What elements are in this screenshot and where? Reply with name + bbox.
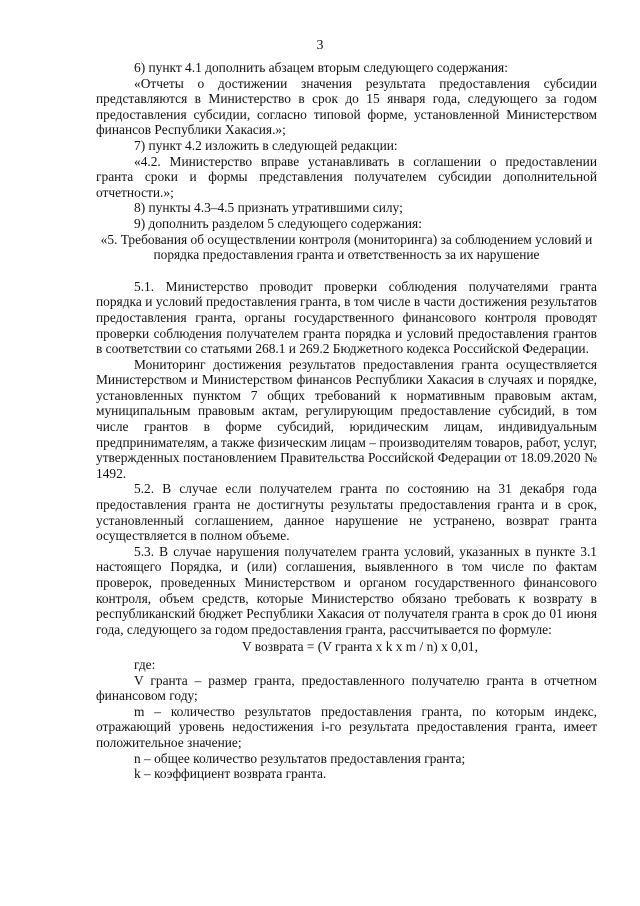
quoted-paragraph-4-2: «4.2. Министерство вправе устанавливать в соглашении о предоставлении гранта сроки и формы представления получателем субсидии дополнительной отчетности.»; [96,153,597,200]
paragraph-item-8: 8) пункты 4.3–4.5 признать утратившими силу; [134,200,403,216]
section-paragraph-5-2: 5.2. В случае если получателем гранта по состоянию на 31 декабря года предоставления гранта не достигнуты результаты предоставления гранта и в срок, установленный соглашением, данное нарушение не устранено, возврат гранта осуществляется в полном объеме. [96,481,597,544]
quoted-paragraph-reports: «Отчеты о достижении значения результата предоставления субсидии представляются в Министерство в срок до 15 января года, следующего за годом предоставления субсидии, согласно типовой форме, установленной Министерством финансов Республики Хакасия.»; [96,75,597,138]
where-label: где: [134,656,156,672]
document-body [96,60,597,782]
definition-k: k – коэффициент возврата гранта. [134,766,327,782]
definition-n: n – общее количество результатов предоставления гранта; [134,750,466,766]
paragraph-item-9: 9) дополнить разделом 5 следующего содержания: [134,215,422,231]
page-number: 3 [316,38,324,53]
section-paragraph-monitoring: Мониторинг достижения результатов предоставления гранта осуществляется Министерством и Министерством финансов Республики Хакасия в случаях и порядке, установленных пунктом 7 общих требований к нормативным правовым актам, муниципальным правовым актам, регулирующим предоставление субсидий, в том числе грантов в форме субсидий, юридическим лицам, индивидуальным предпринимателям, а также физическим лицам – производителям товаров, работ, услуг, утвержденных постановлением Правительства Российской Федерации от 18.09.2020 № 1492. [96,356,597,481]
paragraph-item-7: 7) пункт 4.2 изложить в следующей редакции: [134,137,398,153]
section-paragraph-5-3: 5.3. В случае нарушения получателем гранта условий, указанных в пункте 3.1 настоящего Порядка, и (или) соглашения, выявленного в том числе по фактам проверок, проведенных Министерством и органом государственного финансового контроля, объем средств, которые Министерство обязано требовать к возврату в республиканский бюджет Республики Хакасия от получателя гранта в срок до 01 июня года, следующего за годом предоставления гранта, рассчитывается по формуле: [96,543,597,637]
return-formula: V возврата = (V гранта x k x m / n) x 0,01, [242,639,478,655]
section-5-heading: «5. Требования об осуществлении контроля (мониторинга) за соблюдением условий и порядка предоставления гранта и ответственность за их нарушение [100,231,593,263]
section-paragraph-5-1: 5.1. Министерство проводит проверки соблюдения получателями гранта порядка и условий предоставления гранта, в том числе в части достижения результатов предоставления гранта, органы государственного финансового контроля проводят проверки соблюдения получателем гранта порядка и условий предоставления грантов в соответствии со статьями 268.1 и 269.2 Бюджетного кодекса Российской Федерации. [96,278,597,357]
definition-m: m – количество результатов предоставления гранта, по которым индекс, отражающий уровень недостижения i-го результата предоставления гранта, имеет положительное значение; [96,703,597,750]
paragraph-item-6: 6) пункт 4.1 дополнить абзацем вторым следующего содержания: [134,60,508,75]
definition-v-grant: V гранта – размер гранта, предоставленного получателю гранта в отчетном финансовом году; [96,672,597,704]
